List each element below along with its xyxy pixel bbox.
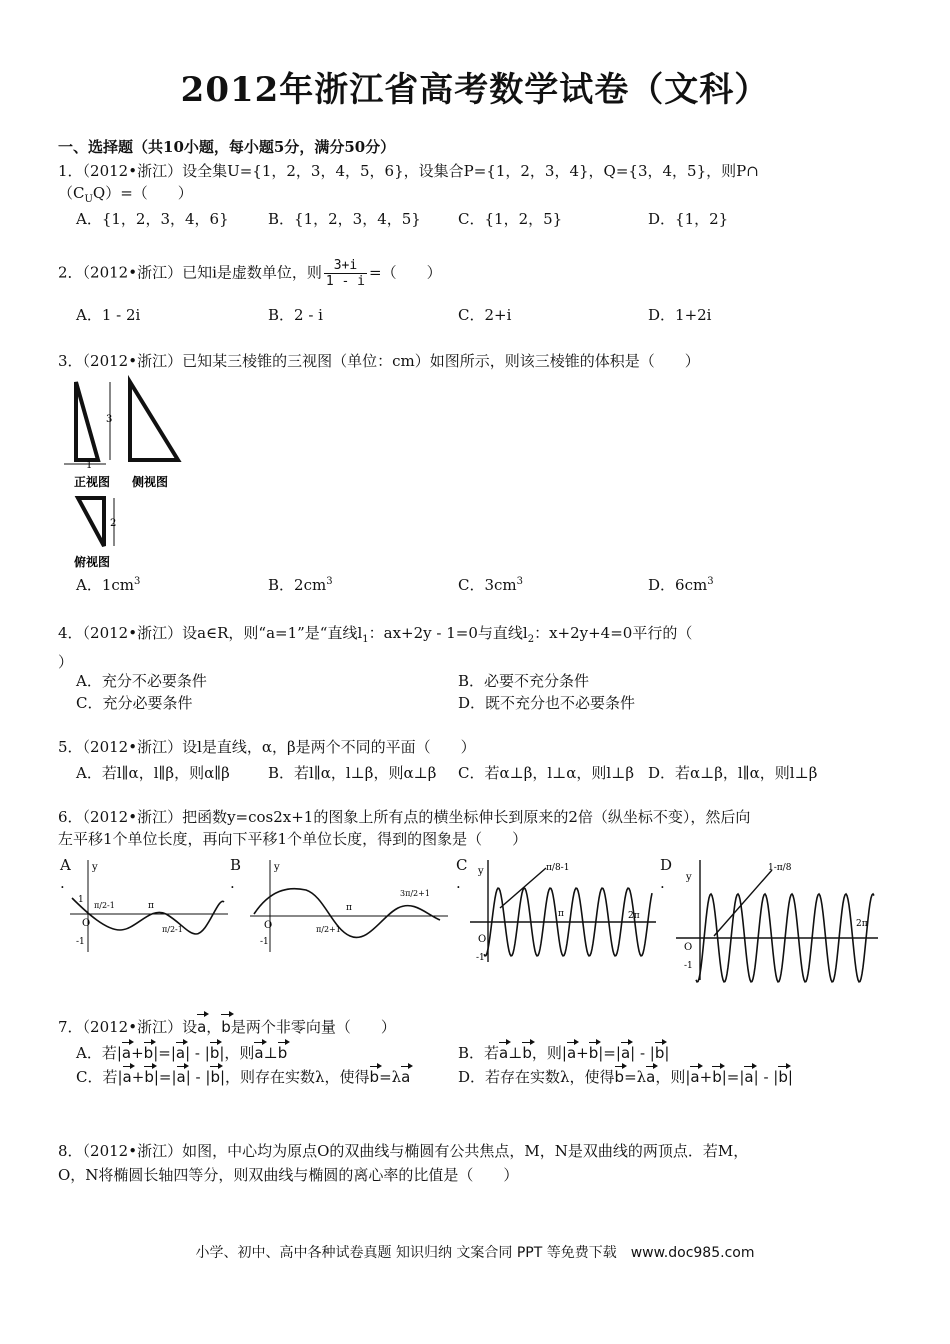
q1-option-b: B．{1，2，3，4，5} bbox=[268, 210, 421, 228]
question-3: 3．（2012•浙江）已知某三棱锥的三视图（单位：cm）如图所示，则该三棱锥的体积是（ ） bbox=[58, 352, 700, 370]
width-dim-label: 1 bbox=[86, 460, 93, 471]
y-label: y bbox=[686, 872, 692, 883]
footer-text: 小学、初中、高中各种试卷真题 知识归纳 文案合同 PPT 等免费下载 www.doc985.com bbox=[195, 1245, 755, 1261]
page-title: 2012年浙江省高考数学试卷（文科） bbox=[180, 70, 770, 110]
vector-a: a bbox=[197, 1018, 207, 1036]
q5-option-a: A．若l∥α，l∥β，则α∥β bbox=[76, 764, 230, 782]
depth-dim-label: 2 bbox=[110, 518, 117, 529]
graph-c-2pi-mark: 2π bbox=[628, 911, 640, 921]
top-view-shape bbox=[78, 498, 104, 546]
q1-option-a: A．{1，2，3，4，6} bbox=[76, 210, 229, 228]
q3-option-c: C．$3cm^3$ bbox=[458, 576, 524, 594]
three-view-figure bbox=[56, 374, 186, 570]
graph-b-right-mark: 3π/2+1 bbox=[400, 889, 430, 898]
graph-a-pi-mark: π bbox=[148, 901, 154, 911]
q7-option-a: A．若|a+b|=|a| - |b|，则a⊥b bbox=[76, 1044, 288, 1062]
q7-option-c: C．若|a+b|=|a| - |b|，则存在实数λ，使得b=λa bbox=[76, 1068, 411, 1086]
q1-option-c: C．{1，2，5} bbox=[458, 210, 563, 228]
q7-option-d: D．若存在实数λ，使得b=λa，则|a+b|=|a| - |b| bbox=[458, 1068, 793, 1086]
q5-option-c: C．若α⊥β，l⊥α，则l⊥β bbox=[458, 764, 634, 782]
q2-option-c: C．2+i bbox=[458, 306, 512, 324]
q4-option-d: D．既不充分也不必要条件 bbox=[458, 694, 636, 712]
front-view-shape bbox=[76, 382, 98, 460]
vector-b: b bbox=[221, 1018, 231, 1036]
question-8-line1: 8．（2012•浙江）如图，中心均为原点O的双曲线与椭圆有公共焦点，M，N是双曲线的两顶点．若M， bbox=[58, 1142, 749, 1160]
question-1-line1: 1．（2012•浙江）设全集U={1，2，3，4，5，6}，设集合P={1，2，3，4}，Q={3，4，5}，则P∩ bbox=[58, 162, 759, 180]
graph-d-2pi-mark: 2π bbox=[856, 919, 868, 929]
q5-option-d: D．若α⊥β，l∥α，则l⊥β bbox=[648, 764, 818, 782]
q2-option-d: D．1+2i bbox=[648, 306, 712, 324]
question-5: 5．（2012•浙江）设l是直线，α，β是两个不同的平面（ ） bbox=[58, 738, 476, 756]
top-view-label: 俯视图 bbox=[74, 555, 111, 569]
graph-b-pi-mark: π bbox=[346, 903, 352, 913]
question-1-line2: $(C_UQ)=$（ ） bbox=[58, 184, 193, 205]
q4-option-a: A．充分不必要条件 bbox=[76, 672, 207, 690]
y-label: y bbox=[274, 862, 280, 873]
side-view-shape bbox=[130, 382, 178, 460]
question-4 bbox=[58, 622, 692, 673]
q4-option-b: B．必要不充分条件 bbox=[458, 672, 590, 690]
fraction: $\frac{3+i}{1 - i}$ bbox=[325, 258, 366, 289]
q5-option-b: B．若l∥α，l⊥β，则α⊥β bbox=[268, 764, 437, 782]
q3-option-b: B．$2cm^3$ bbox=[268, 576, 333, 594]
question-7: 7．（2012•浙江）设a，b是两个非零向量（ ） bbox=[58, 1018, 396, 1036]
origin-label: O bbox=[684, 942, 693, 953]
y-label: y bbox=[92, 862, 98, 873]
neg1-label: -1 bbox=[76, 937, 85, 947]
side-view-label: 侧视图 bbox=[132, 475, 169, 489]
question-6-line1: 6．（2012•浙江）把函数y=cos2x+1的图象上所有点的横坐标伸长到原来的2倍（纵坐标不变），然后向 bbox=[58, 808, 751, 826]
graph-a-right-mark: π/2-1 bbox=[162, 925, 183, 934]
graph-c-annotation: π/8-1 bbox=[546, 863, 570, 873]
one-label: 1 bbox=[78, 895, 84, 905]
neg1-label: -1 bbox=[260, 937, 269, 947]
graph-b bbox=[250, 856, 450, 956]
question-8 bbox=[58, 1140, 748, 1186]
q4-option-c: C．充分必要条件 bbox=[76, 694, 193, 712]
question-1 bbox=[58, 160, 759, 211]
neg1-label: -1 bbox=[476, 953, 485, 963]
q2-option-b: B．2 - i bbox=[268, 306, 323, 324]
front-view-label: 正视图 bbox=[74, 475, 111, 489]
graph-b-label: B . bbox=[230, 856, 242, 892]
graph-a-left-mark: π/2-1 bbox=[94, 901, 115, 910]
q3-option-a: A．$1cm^3$ bbox=[76, 576, 141, 594]
question-4-line2: ） bbox=[58, 653, 74, 671]
q1-option-d: D．{1，2} bbox=[648, 210, 729, 228]
graph-d-label: D . bbox=[660, 856, 673, 892]
question-6 bbox=[58, 806, 750, 850]
question-6-line2: 左平移1个单位长度，再向下平移1个单位长度，得到的图象是（ ） bbox=[58, 830, 528, 848]
y-label: y bbox=[478, 866, 484, 877]
neg1-label: -1 bbox=[684, 961, 693, 971]
q7-option-b: B．若a⊥b，则|a+b|=|a| - |b| bbox=[458, 1044, 670, 1062]
q3-option-d: D．$6cm^3$ bbox=[648, 576, 714, 594]
question-2: 2．（2012•浙江）已知i是虚数单位，则 $\frac{3+i}{1 - i}$ =（ ） bbox=[58, 258, 442, 289]
section-heading: 一、选择题（共10小题，每小题5分，满分50分） bbox=[58, 138, 396, 156]
graph-a bbox=[70, 856, 230, 956]
q2-option-a: A．1 - 2i bbox=[76, 306, 141, 324]
origin-label: O bbox=[82, 918, 91, 929]
question-4-line1: 4．（2012•浙江）设a∈R，则“a=1”是“直线$l_1$：ax+2y - 1=0与直线$l_2$：x+2y+4=0平行的（ bbox=[58, 624, 693, 645]
graph-d bbox=[676, 856, 882, 986]
graph-c-pi-mark: π bbox=[558, 909, 564, 919]
graph-d-annotation: 1-π/8 bbox=[768, 863, 792, 873]
graph-c-label: C . bbox=[456, 856, 468, 892]
graph-c bbox=[470, 856, 660, 966]
origin-label: O bbox=[264, 920, 273, 931]
graph-b-left-mark: π/2+1 bbox=[316, 925, 341, 934]
annotation-arrow bbox=[500, 868, 546, 908]
height-dim-label: 3 bbox=[106, 414, 113, 425]
question-8-line2: O，N将椭圆长轴四等分，则双曲线与椭圆的离心率的比值是（ ） bbox=[58, 1166, 519, 1184]
graph-a-label: A . bbox=[60, 856, 71, 892]
origin-label: O bbox=[478, 934, 487, 945]
